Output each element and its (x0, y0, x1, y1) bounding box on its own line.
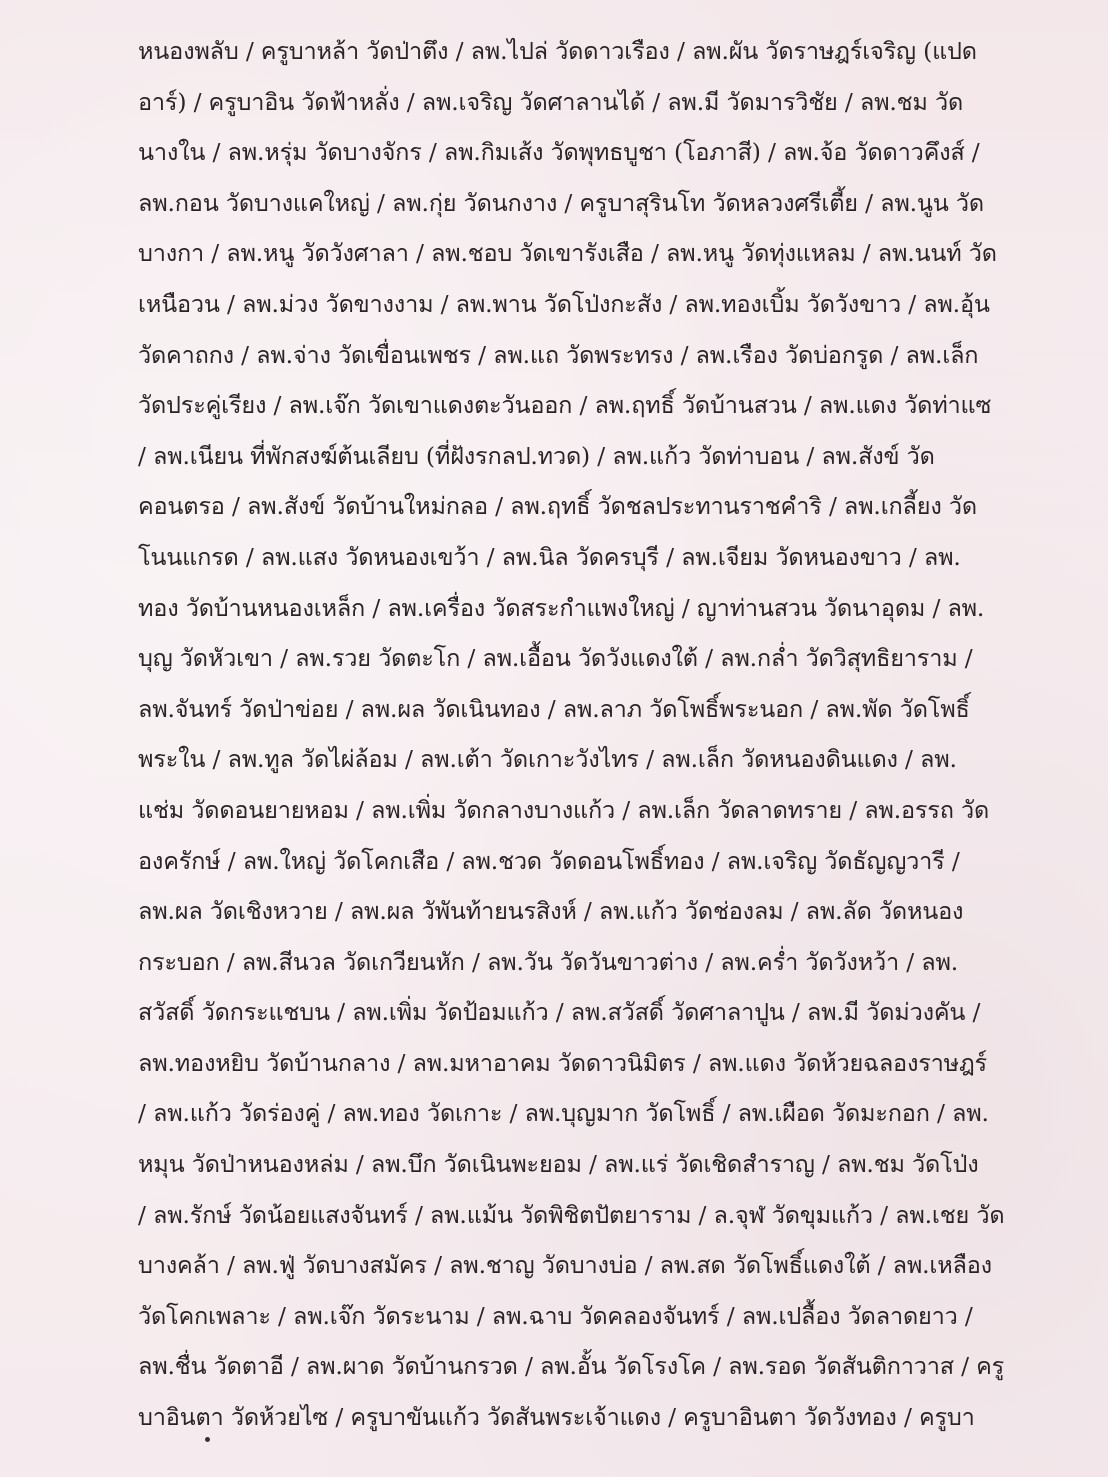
text-line: / ลพ.เนียน ที่พักสงฆ์ต้นเลียบ (ที่ฝังรกลป.ทวด) / ลพ.แก้ว วัดท่าบอน / ลพ.สังข์ วัด (138, 441, 935, 470)
text-line: ลพ.ทองหยิบ วัดบ้านกลาง / ลพ.มหาอาคม วัดดาวนิมิตร / ลพ.แดง วัดห้วยฉลองราษฎร์ (138, 1048, 987, 1077)
text-line: บางคล้า / ลพ.ฟู่ วัดบางสมัคร / ลพ.ชาญ วัดบางบ่อ / ลพ.สด วัดโพธิ์แดงใต้ / ลพ.เหลือง (138, 1251, 992, 1280)
text-line: สวัสดิ์ วัดกระแชบน / ลพ.เพิ่ม วัดป้อมแก้ว / ลพ.สวัสดิ์ วัดศาลาปูน / ลพ.มี วัดม่วงคัน / (138, 998, 981, 1027)
text-line: องครักษ์ / ลพ.ใหญ่ วัดโคกเสือ / ลพ.ชวด วัดดอนโพธิ์ทอง / ลพ.เจริญ วัดธัญญวารี / (138, 846, 960, 875)
text-line: / ลพ.รักษ์ วัดน้อยแสงจันทร์ / ลพ.แม้น วัดพิชิตปัตยาราม / ล.จุฬ วัดขุมแก้ว / ลพ.เชย วัด (138, 1200, 1005, 1229)
text-line: กระบอก / ลพ.สีนวล วัดเกวียนหัก / ลพ.วัน วัดวันขาวต่าง / ลพ.คร่ำ วัดวังหว้า / ลพ. (138, 947, 959, 976)
text-line: / ลพ.แก้ว วัดร่องคู่ / ลพ.ทอง วัดเกาะ / ลพ.บุญมาก วัดโพธิ์ / ลพ.เผือด วัดมะกอก / ลพ. (138, 1099, 989, 1128)
text-line: หมุน วัดป่าหนองหล่ม / ลพ.บึก วัดเนินพะยอม / ลพ.แร่ วัดเชิดสำราญ / ลพ.ชม วัดโป่ง (138, 1150, 979, 1179)
text-line: บางกา / ลพ.หนู วัดวังศาลา / ลพ.ชอบ วัดเขารังเสือ / ลพ.หนู วัดทุ่งแหลม / ลพ.นนท์ วัด (138, 239, 997, 268)
text-line: ลพ.ผล วัดเชิงหวาย / ลพ.ผล วัพันท้ายนรสิงห์ / ลพ.แก้ว วัดช่องลม / ลพ.ลัด วัดหนอง (138, 897, 964, 926)
text-line: หนองพลับ / ครูบาหล้า วัดป่าตึง / ลพ.ไปล่ วัดดาวเรือง / ลพ.ผัน วัดราษฎร์เจริญ (แปด (138, 37, 977, 65)
text-line: วัดโคกเพลาะ / ลพ.เจ๊ก วัดระนาม / ลพ.ฉาบ วัดคลองจันทร์ / ลพ.เปลื้อง วัดลาดยาว / (138, 1301, 973, 1330)
text-line: บุญ วัดหัวเขา / ลพ.รวย วัดตะโก / ลพ.เอื้อน วัดวังแดงใต้ / ลพ.กล่ำ วัดวิสุทธิยาราม / (138, 644, 973, 673)
text-line: ทอง วัดบ้านหนองเหล็ก / ลพ.เครื่อง วัดสระกำแพงใหญ่ / ญาท่านสวน วัดนาอุดม / ลพ. (138, 593, 985, 622)
text-line: เหนือวน / ลพ.ม่วง วัดขางงาม / ลพ.พาน วัดโป่งกะสัง / ลพ.ทองเบิ้ม วัดวังขาว / ลพ.อุ้น (138, 289, 990, 318)
text-line: โนนแกรด / ลพ.แสง วัดหนองเขว้า / ลพ.นิล วัดครบุรี / ลพ.เจียม วัดหนองขาว / ลพ. (138, 542, 961, 571)
text-line: บาอินตา วัดห้วยไซ / ครูบาขันแก้ว วัดสันพระเจ้าแดง / ครูบาอินตา วัดวังทอง / ครูบา (138, 1403, 975, 1432)
text-line: พระใน / ลพ.ทูล วัดไผ่ล้อม / ลพ.เต้า วัดเกาะวังไทร / ลพ.เล็ก วัดหนองดินแดง / ลพ. (138, 745, 957, 774)
text-line: คอนตรอ / ลพ.สังข์ วัดบ้านใหม่กลอ / ลพ.ฤทธิ์ วัดชลประทานราชคำริ / ลพ.เกลี้ยง วัด (138, 492, 977, 521)
text-line: วัดคาถกง / ลพ.จ่าง วัดเขื่อนเพชร / ลพ.แถ วัดพระทรง / ลพ.เรือง วัดบ่อกรูด / ลพ.เล็ก (138, 340, 979, 369)
text-line: แช่ม วัดดอนยายหอม / ลพ.เพิ่ม วัดกลางบางแก้ว / ลพ.เล็ก วัดลาดทราย / ลพ.อรรถ วัด (138, 795, 990, 824)
text-line: ลพ.จันทร์ วัดป่าข่อย / ลพ.ผล วัดเนินทอง / ลพ.ลาภ วัดโพธิ์พระนอก / ลพ.พัด วัดโพธิ์ (138, 694, 970, 723)
text-line: นางใน / ลพ.หรุ่ม วัดบางจักร / ลพ.กิมเส้ง วัดพุทธบูชา (โอภาสี) / ลพ.จ้อ วัดดาวคึงส์ / (138, 138, 980, 167)
text-line: วัดประคู่เรียง / ลพ.เจ๊ก วัดเขาแดงตะวันออก / ลพ.ฤทธิ์ วัดบ้านสวน / ลพ.แดง วัดท่าแซ (138, 391, 992, 420)
ink-dot (205, 1437, 210, 1442)
text-line: ลพ.กอน วัดบางแคใหญ่ / ลพ.กุ่ย วัดนกงาง / ครูบาสุรินโท วัดหลวงศรีเตี้ย / ลพ.นูน วัด (138, 188, 984, 217)
text-line: อาร์) / ครูบาอิน วัดฟ้าหลั่ง / ลพ.เจริญ วัดศาลานได้ / ลพ.มี วัดมารวิชัย / ลพ.ชม วัด (138, 87, 964, 116)
text-line: ลพ.ชื่น วัดตาอี / ลพ.ผาด วัดบ้านกรวด / ลพ.อั้น วัดโรงโค / ลพ.รอด วัดสันติกาวาส / ครู (138, 1352, 1005, 1381)
